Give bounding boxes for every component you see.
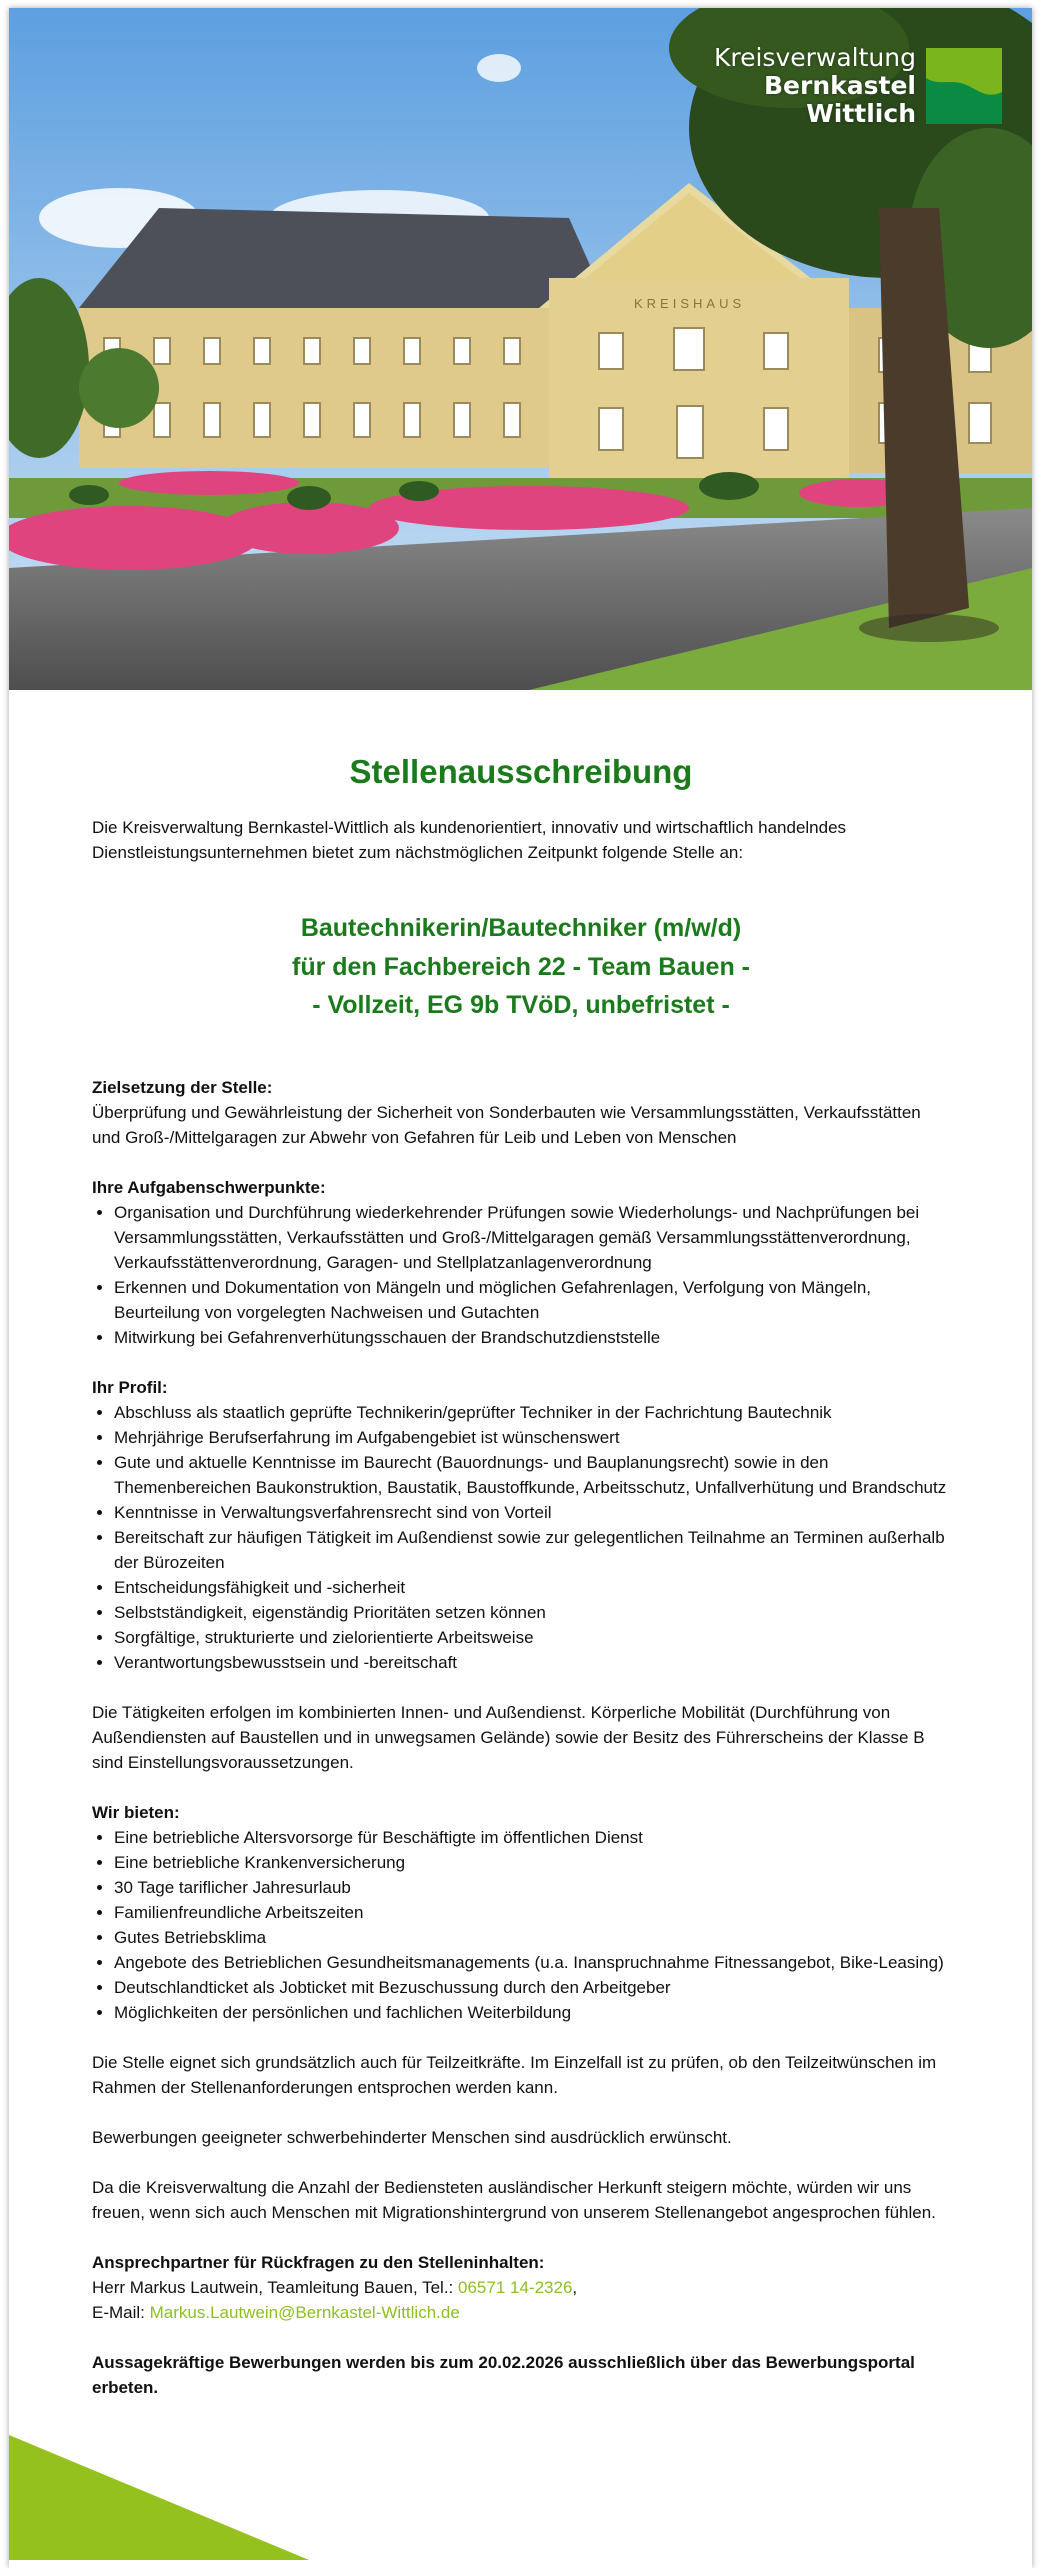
- profile-list: [92, 1400, 950, 1675]
- offer-section: [92, 1800, 950, 2025]
- list-item: • Gutes Betriebsklima: [114, 1925, 950, 1950]
- list-item: • Mitwirkung bei Gefahrenverhütungsschauen der Brandschutzdienststelle: [114, 1325, 950, 1350]
- logo-line-1: Kreisverwaltung: [713, 43, 916, 72]
- header-photo: [9, 8, 1032, 690]
- list-item: • Mehrjährige Berufserfahrung im Aufgabengebiet ist wünschenswert: [114, 1425, 950, 1450]
- list-item: • Familienfreundliche Arbeitszeiten: [114, 1900, 950, 1925]
- tasks-list: [92, 1200, 950, 1350]
- position-line-3: - Vollzeit, EG 9b TVöD, unbefristet -: [312, 991, 730, 1019]
- list-item: • Möglichkeiten der persönlichen und fachlichen Weiterbildung: [114, 2000, 950, 2025]
- goal-text: Überprüfung und Gewährleistung der Sicherheit von Sonderbauten wie Versammlungsstätten, Verkaufsstätten und Groß-/Mittelgaragen zur Abwehr von Gefahren für Leib und Leben von Menschen: [92, 1102, 921, 1147]
- posting-content: [92, 690, 950, 2400]
- goal-heading: Zielsetzung der Stelle:: [92, 1077, 273, 1097]
- tasks-section: [92, 1175, 950, 1350]
- list-item: • Bereitschaft zur häufigen Tätigkeit im Außendienst sowie zur gelegentlichen Teilnahme an Terminen außerhalb der Bürozeiten: [114, 1525, 950, 1575]
- migration-text: Da die Kreisverwaltung die Anzahl der Bediensteten ausländischer Herkunft steigern möchte, würden wir uns freuen, wenn sich auch Menschen mit Migrationshintergrund von unserem Stellenangebot angesprochen fühlen.: [92, 2177, 936, 2222]
- disability-text: Bewerbungen geeigneter schwerbehinderter Menschen sind ausdrücklich erwünscht.: [92, 2127, 732, 2147]
- decorative-green-triangle: [9, 2435, 309, 2560]
- list-item: • Abschluss als staatlich geprüfte Technikerin/geprüfter Techniker in der Fachrichtung Bautechnik: [114, 1400, 950, 1425]
- list-item: • Erkennen und Dokumentation von Mängeln und möglichen Gefahrenlagen, Verfolgung von Mängeln, Beurteilung von vorgelegten Nachweisen und Gutachten: [114, 1275, 950, 1325]
- list-item: • Gute und aktuelle Kenntnisse im Baurecht (Bauordnungs- und Bauplanungsrecht) sowie in den Themenbereichen Baukonstruktion, Baustatik, Baustoffkunde, Arbeitsschutz, Unfallverhütung und Brandschutz: [114, 1450, 950, 1500]
- list-item: • Entscheidungsfähigkeit und -sicherheit: [114, 1575, 950, 1600]
- position-title: [92, 909, 950, 1025]
- list-item: • Selbstständigkeit, eigenständig Prioritäten setzen können: [114, 1600, 950, 1625]
- logo-line-3: Wittlich: [806, 99, 916, 128]
- position-line-1: Bautechnikerin/Bautechniker (m/w/d): [300, 914, 742, 942]
- offer-list: [92, 1825, 950, 2025]
- job-posting-page: [9, 8, 1032, 2568]
- profile-heading: Ihr Profil:: [92, 1377, 168, 1397]
- contact-heading: Ansprechpartner für Rückfragen zu den Stelleninhalten:: [92, 2252, 545, 2272]
- intro-text: Die Kreisverwaltung Bernkastel-Wittlich als kundenorientiert, innovativ und wirtschaftlich handelndes Dienstleistungsunternehmen bietet zum nächstmöglichen Zeitpunkt folgende Stelle an:: [92, 818, 847, 862]
- list-item: • Sorgfältige, strukturierte und zielorientierte Arbeitsweise: [114, 1625, 950, 1650]
- page-title: Stellenausschreibung: [349, 753, 693, 790]
- activity-text: Die Tätigkeiten erfolgen im kombinierten Innen- und Außendienst. Körperliche Mobilität (Durchführung von Außendiensten auf Baustellen und in unwegsamen Gelände) sowie der Besitz des Führerscheins der Klasse B sind Einstellungsvoraussetzungen.: [92, 1702, 925, 1772]
- contact-section: [92, 2250, 950, 2325]
- goal-section: [92, 1075, 950, 1150]
- deadline-text: Aussagekräftige Bewerbungen werden bis zum 20.02.2026 ausschließlich über das Bewerbungsportal erbeten.: [92, 2352, 915, 2397]
- email-label: E-Mail:: [92, 2302, 150, 2322]
- list-item: • Eine betriebliche Altersvorsorge für Beschäftigte im öffentlichen Dienst: [114, 1825, 950, 1850]
- list-item: • Verantwortungsbewusstsein und -bereitschaft: [114, 1650, 950, 1675]
- phone-suffix: ,: [572, 2277, 578, 2297]
- building-sign: KREISHAUS: [634, 296, 746, 311]
- list-item: • Kenntnisse in Verwaltungsverfahrensrecht sind von Vorteil: [114, 1500, 950, 1525]
- email-link[interactable]: Markus.Lautwein@Bernkastel-Wittlich.de: [149, 2302, 460, 2322]
- list-item: • Eine betriebliche Krankenversicherung: [114, 1850, 950, 1875]
- logo-line-2: Bernkastel: [764, 71, 916, 100]
- profile-section: [92, 1375, 950, 1675]
- list-item: • Deutschlandticket als Jobticket mit Bezuschussung durch den Arbeitgeber: [114, 1975, 950, 2000]
- kreisverwaltung-logo[interactable]: [714, 44, 1002, 128]
- phone-link[interactable]: 06571 14-2326: [458, 2277, 573, 2297]
- logo-mark-icon: [926, 48, 1002, 124]
- contact-person: Herr Markus Lautwein, Teamleitung Bauen, Tel.:: [92, 2277, 459, 2297]
- tasks-heading: Ihre Aufgabenschwerpunkte:: [92, 1177, 326, 1197]
- offer-heading: Wir bieten:: [92, 1802, 180, 1822]
- list-item: • 30 Tage tariflicher Jahresurlaub: [114, 1875, 950, 1900]
- list-item: • Organisation und Durchführung wiederkehrender Prüfungen sowie Wiederholungs- und Nachprüfungen bei Versammlungsstätten, Verkaufsstätten und Groß-/Mittelgaragen gemäß Versammlungsstättenverordnung, Verkaufsstättenverordnung, Garagen- und Stellplatzanlagenverordnung: [114, 1200, 950, 1275]
- parttime-text: Die Stelle eignet sich grundsätzlich auch für Teilzeitkräfte. Im Einzelfall ist zu prüfen, ob den Teilzeitwünschen im Rahmen der Stellenanforderungen entsprochen werden kann.: [92, 2052, 937, 2097]
- position-line-2: für den Fachbereich 22 - Team Bauen -: [292, 952, 750, 981]
- list-item: • Angebote des Betrieblichen Gesundheitsmanagements (u.a. Inanspruchnahme Fitnessangebot, Bike-Leasing): [114, 1950, 950, 1975]
